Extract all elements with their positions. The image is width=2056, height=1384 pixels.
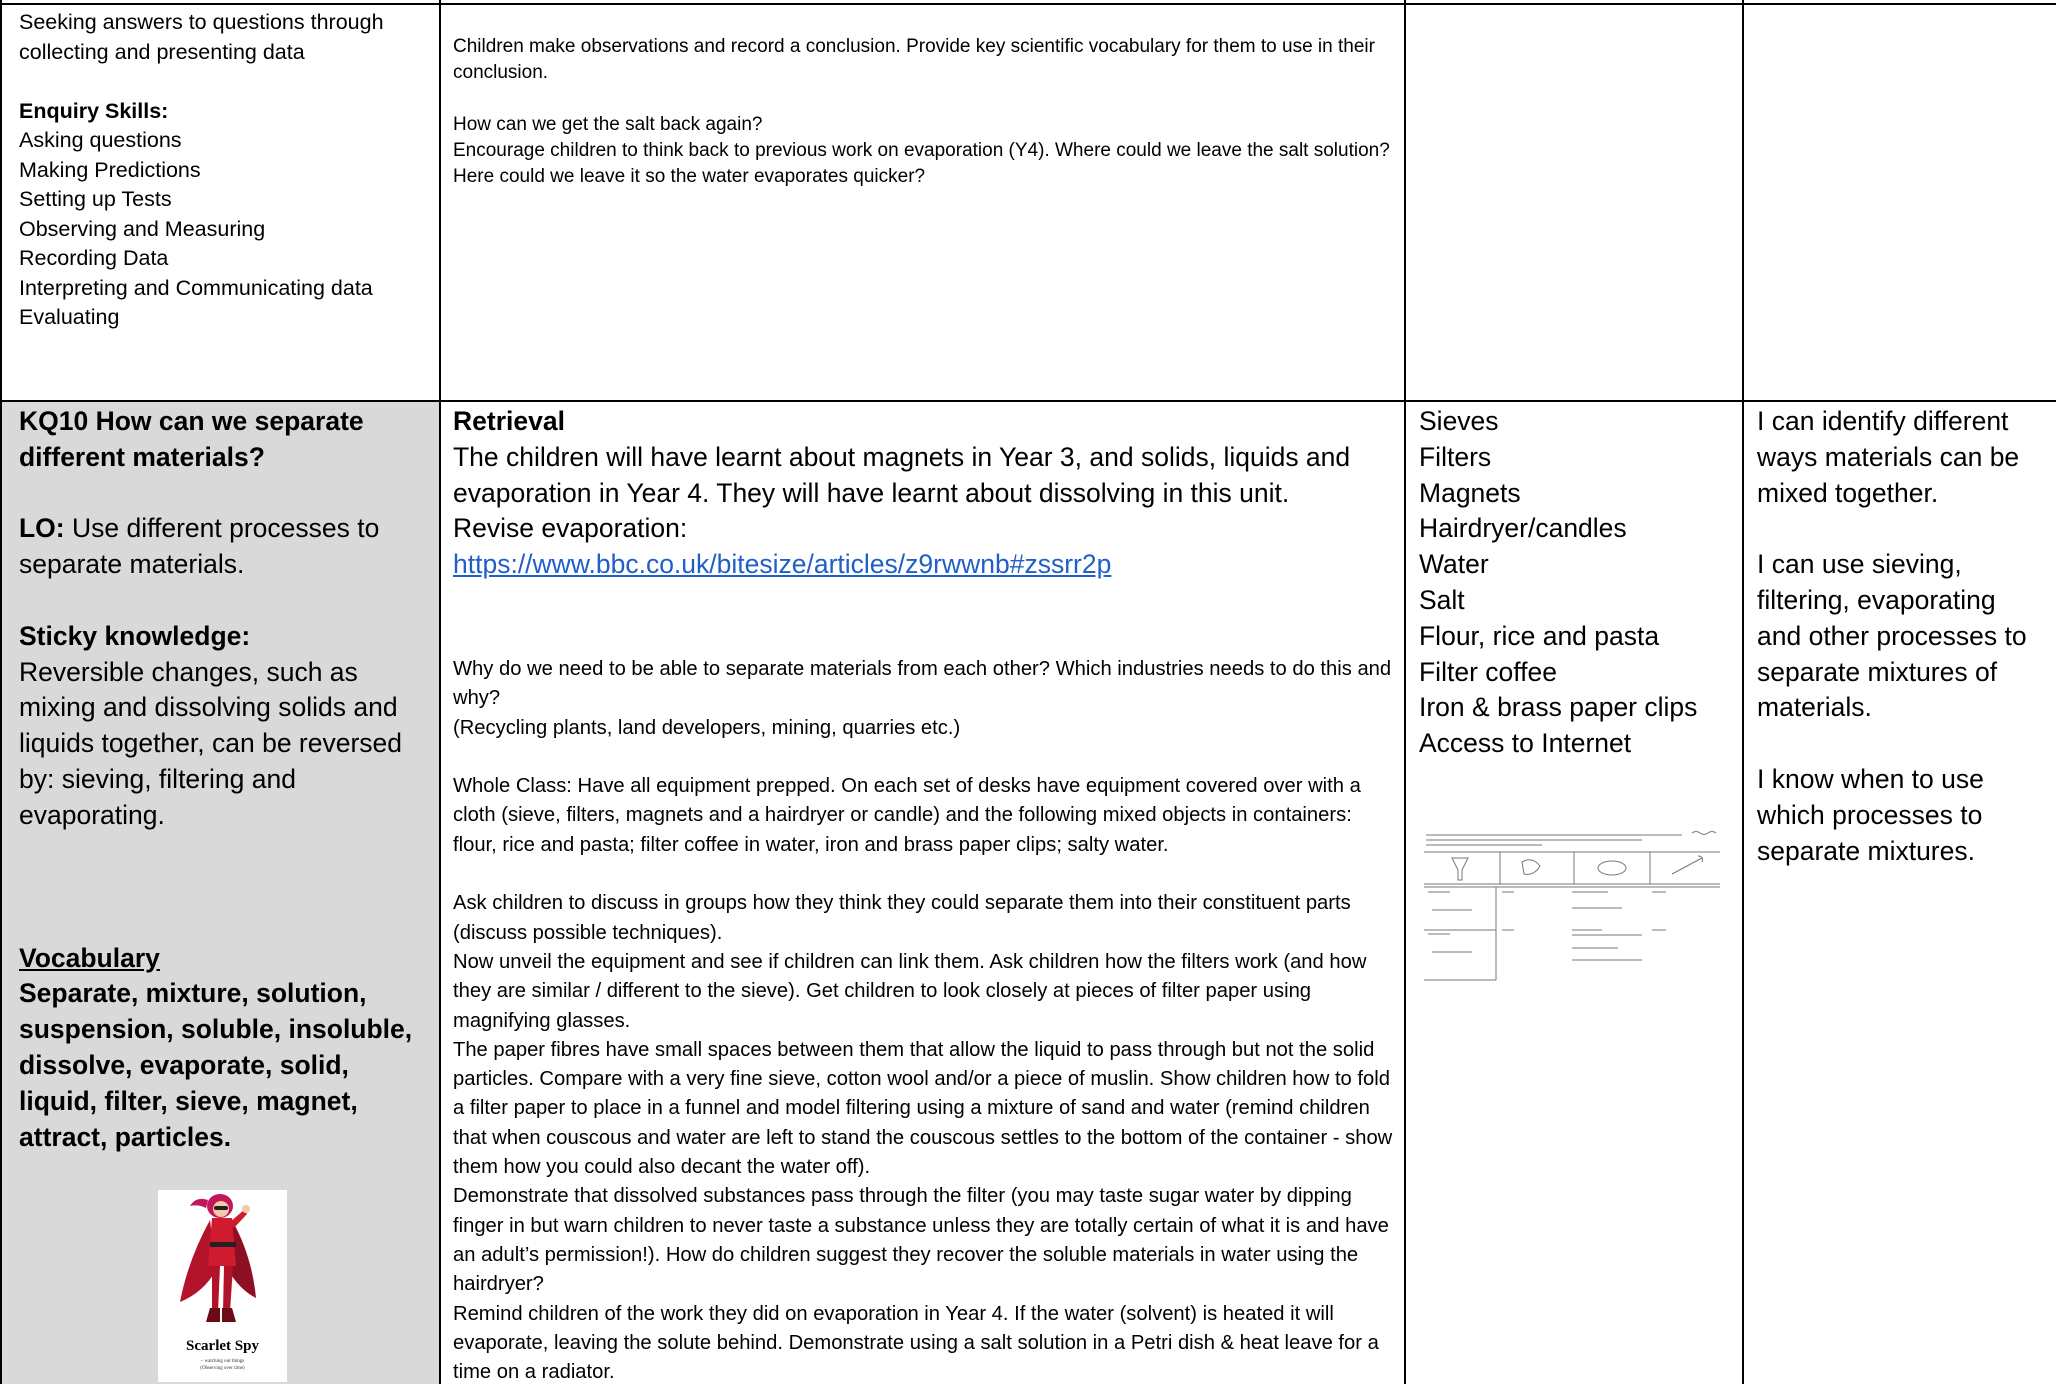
resource-item: Filters — [1419, 441, 1492, 472]
retrieval-heading: Retrieval — [453, 406, 565, 436]
resource-item: Salt — [1419, 584, 1465, 615]
discuss-paragraph: Ask children to discuss in groups how they think they could separate them into their constituent parts (discuss possible techniques). — [453, 892, 1351, 944]
whole-class-instructions: Whole Class: Have all equipment prepped. On each set of desks have equipment covered over with a cloth (sieve, filters, magnets and a hairdryer or candle) and the following mixed objects in containers: flour, rice and pasta; filter coffee in water, iron and brass paper clips; salty water. — [453, 775, 1361, 856]
sticky-knowledge-heading: Sticky knowledge: — [19, 620, 251, 651]
evaporation-prompt: Encourage children to think back to previous work on evaporation (Y4). Where could we leave the salt solution? Here could we leave it so the water evaporates quicker? — [453, 140, 1390, 187]
resource-item: Hairdryer/candles — [1419, 513, 1627, 544]
remind-paragraph: Remind children of the work they did on evaporation in Year 4. If the water (solvent) is heated it will evaporate, leaving the solute behind. Demonstrate using a salt solution in a Petri dish & heat leave for a time on a radiator. — [453, 1302, 1379, 1384]
resource-item: Flour, rice and pasta — [1419, 620, 1660, 651]
salt-question: How can we get the salt back again? — [453, 114, 763, 135]
observations-paragraph: Children make observations and record a conclusion. Provide key scientific vocabulary for them to use in their conclusion. — [453, 36, 1375, 83]
why-question: Why do we need to be able to separate materials from each other? Which industries needs to do this and why? — [453, 658, 1392, 710]
skill-item: Observing and Measuring — [19, 216, 266, 241]
outcome-statement: I can use sieving, filtering, evaporating and other processes to separate mixtures of materials. — [1757, 549, 2027, 723]
column-divider-2 — [439, 0, 441, 1384]
outcomes-cell — [1757, 404, 2047, 869]
scarlet-spy-subcaption — [158, 1358, 287, 1372]
retrieval-section — [453, 404, 1393, 583]
enquiry-intro: Seeking answers to questions through collecting and presenting data — [19, 10, 384, 64]
fibres-paragraph: The paper fibres have small spaces between them that allow the liquid to pass through but not the solid particles. Compare with a very fine sieve, cotton wool and/or a piece of muslin. Show children how to fold a filter paper to place in a funnel and model filtering using a mixture of sand and water (remind children that when couscous and water are left to stand the couscous settles to the bottom of the container - show them how you could also decant the water off). — [453, 1038, 1393, 1179]
column-divider-4 — [1742, 0, 1744, 1384]
vocabulary-heading: Vocabulary — [19, 942, 160, 973]
table-top-border — [0, 3, 2056, 5]
resource-item: Water — [1419, 549, 1489, 580]
separation-worksheet-thumbnail — [1422, 830, 1724, 982]
lo-label: LO: — [19, 513, 65, 544]
scarlet-spy-subcaption-line: – watching our things — [200, 1359, 245, 1364]
why-examples: (Recycling plants, land developers, mining, quarries etc.) — [453, 716, 961, 739]
skill-item: Recording Data — [19, 246, 169, 270]
sticky-knowledge-text: Reversible changes, such as mixing and dissolving solids and liquids together, can be reversed by: sieving, filtering and evaporating. — [19, 656, 403, 830]
enquiry-skills-heading: Enquiry Skills: — [19, 98, 169, 123]
skill-item: Setting up Tests — [19, 187, 172, 211]
column-divider-3 — [1404, 0, 1406, 1384]
scarlet-spy-subcaption-line: (Observing over time) — [200, 1366, 245, 1371]
skill-item: Evaluating — [19, 305, 120, 329]
resources-cell — [1419, 404, 1739, 762]
key-question-cell — [19, 404, 431, 1155]
unveil-paragraph: Now unveil the equipment and see if children can link them. Ask children how the filters work (and how they are similar / different to the sieve). Get children to look closely at pieces of filter paper using magnifying glasses. — [453, 950, 1367, 1032]
resource-item: Iron & brass paper clips — [1419, 692, 1698, 723]
skill-item: Interpreting and Communicating data — [19, 275, 373, 300]
resource-item: Access to Internet — [1419, 728, 1632, 759]
lesson-activity-section — [453, 655, 1393, 1384]
skill-item: Making Predictions — [19, 157, 201, 182]
outcome-statement: I can identify different ways materials can be mixed together. — [1757, 406, 2020, 508]
bitesize-link[interactable]: https://www.bbc.co.uk/bitesize/articles/z9rwwnb#zssrr2p — [453, 549, 1112, 580]
skill-item: Asking questions — [19, 128, 182, 152]
scarlet-spy-figure-icon — [158, 1190, 287, 1340]
scarlet-spy-image — [158, 1190, 287, 1382]
scarlet-spy-caption: Scarlet Spy — [186, 1338, 259, 1354]
observations-cell — [453, 34, 1393, 190]
key-question-title: KQ10 How can we separate different materials? — [19, 406, 364, 472]
outcome-statement: I know when to use which processes to separate mixtures. — [1757, 763, 1984, 866]
learning-objective — [19, 511, 431, 583]
retrieval-text: The children will have learnt about magnets in Year 3, and solids, liquids and evaporation in Year 4. They will have learnt about dissolving in this unit. — [453, 441, 1351, 508]
revise-text: Revise evaporation: — [453, 513, 688, 544]
column-divider-1 — [0, 0, 2, 1384]
demonstrate-paragraph: Demonstrate that dissolved substances pass through the filter (you may taste sugar water by dipping finger in but warn children to never taste a substance unless they are totally certain of what it is and have an adult’s permission!). How do children suggest they recover the soluble materials in water using the hairdryer? — [453, 1185, 1389, 1296]
resource-item: Sieves — [1419, 406, 1499, 436]
resource-item: Magnets — [1419, 477, 1521, 508]
lo-text: Use different processes to separate materials. — [19, 513, 380, 580]
enquiry-cell — [19, 8, 439, 333]
vocabulary-list: Separate, mixture, solution, suspension, soluble, insoluble, dissolve, evaporate, solid, liquid, filter, sieve, magnet, attract, particles. — [19, 978, 413, 1152]
resource-item: Filter coffee — [1419, 656, 1557, 687]
